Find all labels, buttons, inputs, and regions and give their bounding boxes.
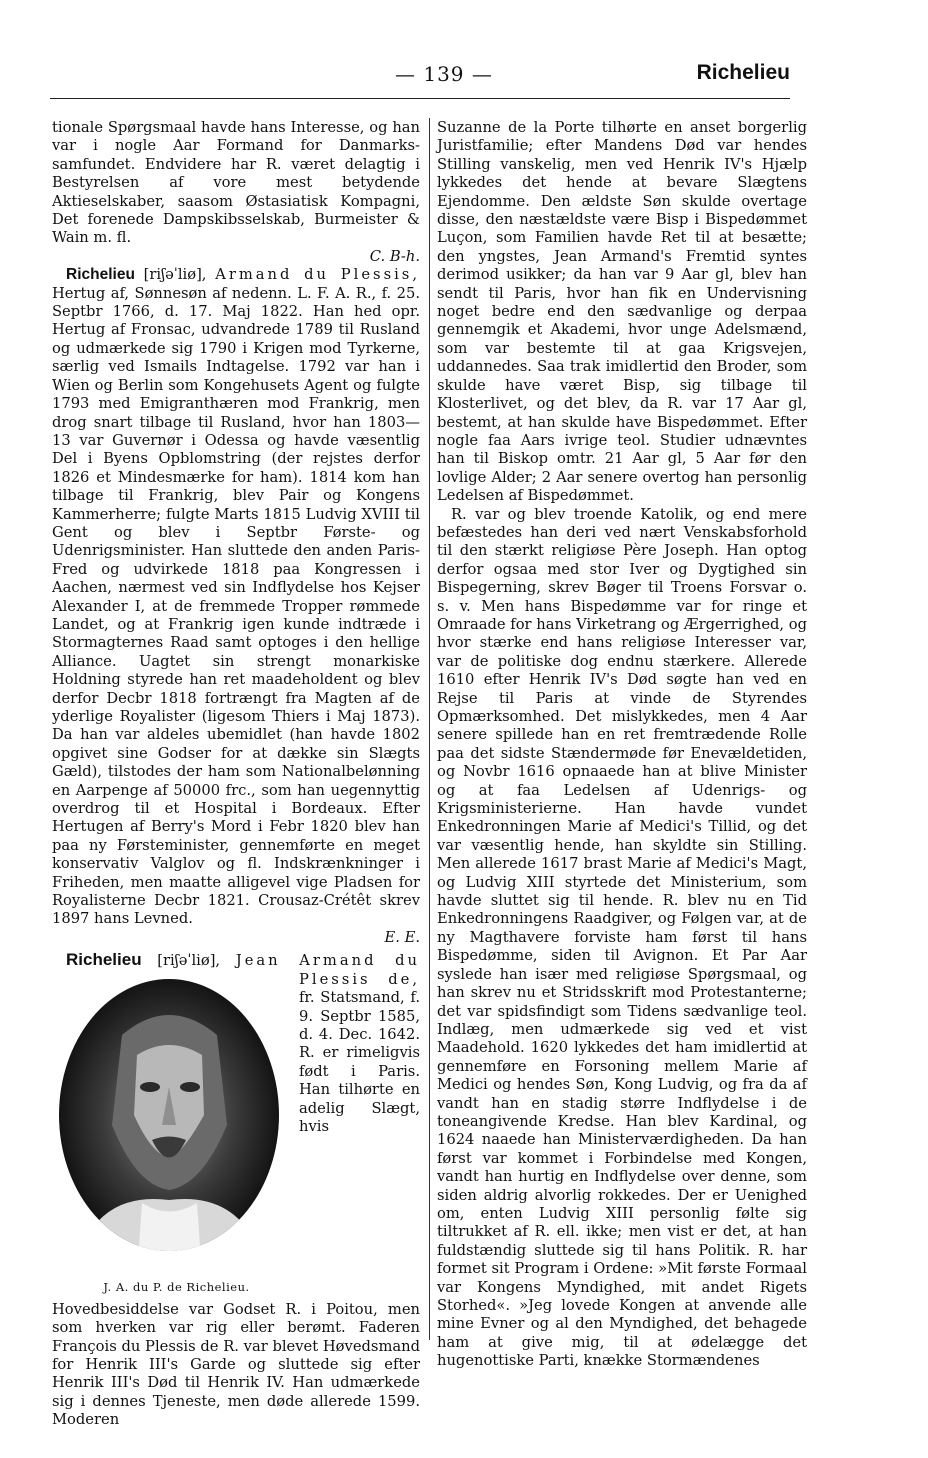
portrait-image	[52, 975, 287, 1275]
paragraph: R. var og blev troende Katolik, og end mere befæstedes han deri ved nært Venskabsforhold til den stærkt religiøse Père Joseph. Han optog derfor ogsaa med stor Iver og Dygtighed sin Bispegerning, skrev Bøger til Troens Forsvar o. s. v. Men hans Bispedømme var for ringe et Omraade for hans Virketrang og Ærgerrighed, og hvor stærke end hans religiøse Interesser var, var de politiske dog endnu stærkere. Allerede 1610 efter Henrik IV's Død søgte han ved en Rejse til Paris at vinde de Styrendes Opmærksomhed. Det mislykkedes, men 4 Aar senere spillede han en ret fremtrædende Rolle paa det sidste Stændermøde før Enevældetiden, og Novbr 1616 opnaaede han at blive Minister og at faa Ledelsen af Udenrigs- og Krigsministerierne. Han havde vundet Enkedronningen Marie af Medici's Tillid, og det var væsentlig hende, han skyldte sin Stilling. Men allerede 1617 brast Marie af Medici's Magt, og Ludvig XIII styrtede det Ministerium, som havde sluttet sig til hende. R. blev nu en Tid Enkedronningens Raadgiver, og Følgen var, at de ny Magthavere forviste ham først til hans Bispedømme, siden til Avignon. Et Par Aar syslede han især med religiøse Spørgsmaal, og han skrev nu et Stridsskrift mod Protestanterne; det var spidsfindigt som Tidens sædvanlige teol. Indlæg, men udmærkede sig ved et vist Maadehold. 1620 lykkedes det ham imidlertid at gennemføre en Forsoning mellem Marie af Medici og hendes Søn, Kong Ludvig, og fra da af vandt han en stadig større Indflydelse i de toneangivende Kredse. Han blev Kardinal, og 1624 naaede han Ministerværdigheden. Da han først var kommet i Forbindelse med Kongen, vandt han hurtig en Indflydelse over denne, som siden aldrig alvorlig rokkedes. Der er Uenighed om, enten Ludvig XIII personlig følte sig tiltrukket af R. ell. ikke; men vist er det, at han fuldstændig sluttede sig til hans Politik. R. har formet sit Program i Ordene: »Mit første Formaal var Kongens Myndighed, mit andet Rigets Storhed«. »Jeg lovede Kongen at anvende alle mine Evner og al den Myndighed, det behagede ham at give mig, til at ødelægge det hugenottiske Parti, knække Stormændenes	[437, 505, 807, 1370]
column-divider	[429, 118, 430, 1340]
entry-name: Armand du Plessis,	[215, 266, 421, 284]
right-column	[437, 119, 807, 1371]
page-number: — 139 —	[395, 62, 493, 86]
portrait-caption: J. A. du P. de Richelieu.	[103, 1280, 250, 1295]
portrait-figure	[52, 975, 287, 1297]
author-signature: E. E.	[384, 928, 420, 946]
entry-armand-du-plessis	[52, 266, 420, 929]
entry-body: fr. Statsmand, f. 9. Septbr 1585, d. 4. Dec. 1642. R. er rimeligvis født i Paris. Han tilhørte en adelig Slægt, hvis Hovedbesiddelse var Godset R. i Poitou, men som hverken var rig eller berømt. Faderen François du Plessis de R. var blevet Høvedsmand for Henrik III's Garde og sluttede sig efter Henrik III's Død til Henrik IV. Han udmærkede sig i dennes Tjeneste, men døde allerede 1599. Moderen	[52, 989, 420, 1429]
entry-pronunciation: [riʃəˈliø],	[143, 266, 207, 284]
paragraph: Suzanne de la Porte tilhørte en anset borgerlig Juristfamilie; efter Mandens Død var hendes Stilling vanskelig, men ved Henrik IV's Hjælp lykkedes det hende at bevare Slægtens Ejendomme. Den ældste Søn skulde overtage disse, den næstældste være Bisp i Bispedømmet Luçon, som Familien havde Ret til at besætte; den yngstes, Jean Armand's Fremtid syntes derimod usikker; da han var 9 Aar gl, blev han sendt til Paris, hvor han fik en Undervisning noget bedre end den sædvanlige og derpaa gennemgik et Akademi, hvor unge Adelsmænd, som var bestemte til at gaa Krigsvejen, uddannedes. Saa trak imidlertid den Broder, som skulde have været Bisp, sig tilbage til Klosterlivet, og det blev, da R. var 17 Aar gl, bestemt, at han skulde have Bispedømmet. Efter nogle faa Aars ivrige teol. Studier udnævntes han til Biskop omtr. 21 Aar gl, 5 Aar før den lovlige Alder; 2 Aar senere overtog han personlig Ledelsen af Bispedømmet.	[437, 119, 807, 505]
header-rule	[50, 98, 790, 99]
left-column	[52, 119, 420, 1430]
entry-headword: Richelieu	[66, 950, 142, 970]
entry-headword: Richelieu	[66, 266, 135, 284]
paragraph: tionale Spørgsmaal havde hans Interesse, og han var i nogle Aar Formand for Danmarks-samfundet. Endvidere har R. været delagtig i Bestyrelsen af vore mest betydende Aktieselskaber, saasom Østasiatisk Kompagni, Det forenede Dampskibsselskab, Burmeister & Wain m. fl.	[52, 119, 420, 247]
running-title: Richelieu	[696, 61, 790, 84]
entry-body: Hertug af, Sønnesøn af nedenn. L. F. A. R., f. 25. Septbr 1766, d. 17. Maj 1822. Han hed opr. Hertug af Fronsac, udvandrede 1789 til Rusland og udmærkede sig 1790 i Krigen mod Tyrkerne, særlig ved Ismails Indtagelse. 1792 var han i Wien og Berlin som Kongehusets Agent og fulgte 1793 med Emigranthæren mod Frankrig, men drog snart tilbage til Rusland, hvor han 1803—13 var Guvernør i Odessa og havde væsentlig Del i Byens Opblomstring (der rejstes derfor 1826 et Mindesmærke for ham). 1814 kom han tilbage til Frankrig, blev Pair og Kongens Kammerherre; fulgte Marts 1815 Ludvig XVIII til Gent og blev i Septbr Første- og Udenrigsminister. Han sluttede den anden Paris-Fred og udvirkede 1818 paa Kongressen i Aachen, nærmest ved sin Indflydelse hos Kejser Alexander I, at de fremmede Tropper rømmede Landet, og at Frankrig igen kunde indtræde i Stormagternes Raad samt optoges i den hellige Alliance. Uagtet sin strengt monarkiske Holdning styrede han ret maadeholdent og blev derfor Decbr 1818 fortrængt fra Magten af de yderlige Royalister (ligesom Thiers i Maj 1873). Da han var aldeles ubemidlet (han havde 1802 opgivet sine Godser for at dække sin Slægts Gæld), tilstodes der ham som Nationalbelønning en Aarpenge af 50000 frc., som han uegennyttig overdrog til et Hospital i Bordeaux. Efter Hertugen af Berry's Mord i Febr 1820 blev han paa ny Førsteminister, gennemførte en meget konservativ Valglov og fl. Indskrænkninger i Friheden, men maatte alligevel vige Pladsen for Royalisterne Decbr 1821. Crousaz-Crétêt skrev 1897 hans Levned.	[52, 284, 420, 928]
entry-name: Jean Armand du Plessis de,	[235, 952, 421, 988]
entry-jean-armand	[52, 951, 420, 1429]
author-signature: C. B-h.	[369, 247, 420, 265]
page-header	[50, 62, 790, 92]
entry-pronunciation: [riʃəˈliø],	[157, 952, 221, 970]
